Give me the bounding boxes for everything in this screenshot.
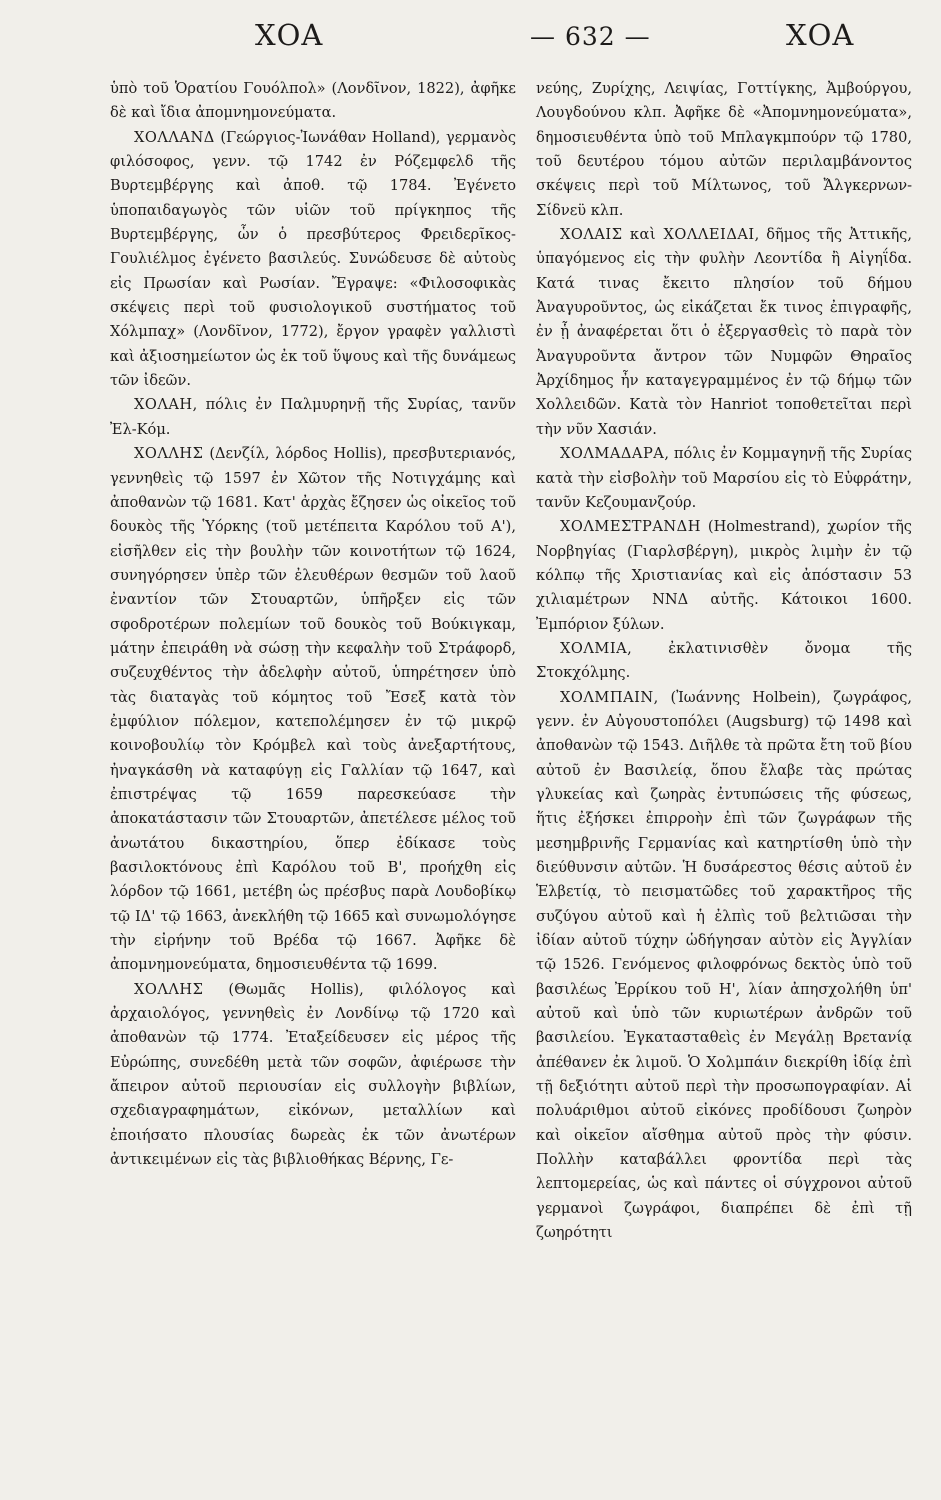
- entry-body: νεύης, Ζυρίχης, Λειψίας, Γοττίγκης, Ἀμβούργου, Λουγδούνου κλπ. Ἀφῆκε δὲ «Ἀπομνημονεύματα», δημοσιευθέντα ὑπὸ τοῦ Μπλαγκμπούρν τῷ 1780, τοῦ δευτέρου τόμου αὐτῶν περιλαμβάνοντος σκέψεις περὶ τοῦ Μίλτωνος, τοῦ Ἄλγκερνων-Σίδνεϋ κλπ.: [536, 80, 912, 219]
- entry-headword: ΧΟΛΜΑΔΑΡΑ: [560, 445, 665, 463]
- entry-body: , (Ἰωάννης Holbein), ζωγράφος, γενν. ἐν Αὐγουστοπόλει (Augsburg) τῷ 1498 καὶ ἀποθανὼν τῷ 1543. Διῆλθε τὰ πρῶτα ἔτη τοῦ βίου αὐτοῦ ἐν Βασιλείᾳ, ὅπου ἔλαβε τὰς πρώτας γλυκείας καὶ ζωηρὰς ἐντυπώσεις τῆς φύσεως, ἥτις ἐξήσκει ἐπιρροὴν ἐπὶ τῶν ζωγράφων τῆς μεσημβρινῆς Γερμανίας καὶ κατηρτίσθη ὑπὸ τὴν διεύθυνσιν αὐτῶν. Ἡ δυσάρεστος θέσις αὐτοῦ ἐν Ἑλβετίᾳ, τὸ πεισματῶδες τοῦ χαρακτῆρος τῆς συζύγου αὐτοῦ καὶ ἡ ἐλπὶς τοῦ βελτιῶσαι τὴν ἰδίαν αὐτοῦ τύχην ὡδήγησαν αὐτὸν εἰς Ἀγγλίαν τῷ 1526. Γενόμενος φιλοφρόνως δεκτὸς ὑπὸ τοῦ βασιλέως Ἐρρίκου τοῦ Η', λίαν ἀπησχολήθη ὑπ' αὐτοῦ καὶ ὑπὸ τῶν κυριωτέρων ἀνδρῶν τοῦ βασιλείου. Ἐγκατασταθεὶς ἐν Μεγάλῃ Βρετανίᾳ ἀπέθανεν ἐκ λιμοῦ. Ὁ Χολμπάιν διεκρίθη ἰδίᾳ ἐπὶ τῇ δεξιότητι αὐτοῦ περὶ τὴν προσωπογραφίαν. Αἱ πολυάριθμοι αὐτοῦ εἰκόνες προδίδουσι ζωηρὸν καὶ οἰκεῖον αἴσθημα αὐτοῦ πρὸς τὴν φύσιν. Πολλὴν καταβάλλει φροντίδα περὶ τὰς λεπτομερείας, ὡς καὶ πάντες οἱ σύγχρονοι αὐτοῦ γερμανοὶ ζωγράφοι, διαπρέπει δὲ ἐπὶ τῇ ζωηρότητι: [536, 688, 912, 1242]
- dictionary-entry: [536, 442, 912, 515]
- right-column: [536, 77, 912, 1246]
- dictionary-entry: [110, 442, 516, 978]
- dictionary-entry: [536, 686, 912, 1246]
- dictionary-entry: [110, 978, 516, 1173]
- dictionary-entry: [536, 515, 912, 637]
- entry-headword: ΧΟΛΜΠΑΙΝ: [560, 688, 654, 706]
- entry-body: ὑπὸ τοῦ Ὁρατίου Γουόλπολ» (Λονδῖνον, 1822), ἀφῆκε δὲ καὶ ἴδια ἀπομνημονεύματα.: [110, 80, 516, 122]
- dictionary-entry: [110, 77, 516, 126]
- page-header: [60, 18, 901, 68]
- header-guide-word-right: ΧΟΑ: [786, 18, 855, 52]
- dictionary-entry: [110, 393, 516, 442]
- entry-body: , ἐκλατινισθὲν ὄνομα τῆς Στοκχόλμης.: [536, 639, 912, 682]
- dictionary-entry: [110, 126, 516, 394]
- entry-body: (Θωμᾶς Hollis), φιλόλογος καὶ ἀρχαιολόγος, γεννηθεὶς ἐν Λονδίνῳ τῷ 1720 καὶ ἀποθανὼν τῷ 1774. Ἐταξείδευσεν εἰς μέρος τῆς Εὐρώπης, συνεδέθη μετὰ τῶν σοφῶν, ἀφιέρωσε τὴν ἄπειρον αὐτοῦ περιουσίαν εἰς συλλογὴν βιβλίων, σχεδιαγραφημάτων, εἰκόνων, μεταλλίων καὶ ἐποιήσατο πλουσίας δωρεὰς ἐκ τῶν ἀνωτέρων ἀντικειμένων εἰς τὰς βιβλιοθήκας Βέρνης, Γε-: [110, 980, 516, 1169]
- entry-headword: ΧΟΛΑΗ: [134, 396, 193, 414]
- entry-headword: ΧΟΛΛΗΣ: [134, 980, 204, 998]
- page-number: — 632 —: [530, 22, 651, 51]
- entry-body: (Γεώργιος-Ἰωνάθαν Holland), γερμανὸς φιλόσοφος, γενν. τῷ 1742 ἐν Ρόζεμφελδ τῆς Βυρτεμβέργης καὶ ἀποθ. τῷ 1784. Ἐγένετο ὑποπαιδαγωγὸς τῶν υἱῶν τοῦ πρίγκηπος τῆς Βυρτεμβέργης, ὧν ὁ πρεσβύτερος Φρειδερῖκος-Γουλιέλμος ἐγένετο βασιλεύς. Συνώδευσε δὲ αὐτοὺς εἰς Πρωσίαν καὶ Ρωσίαν. Ἔγραψε: «Φιλοσοφικὰς σκέψεις περὶ τοῦ φυσιολογικοῦ συστήματος τοῦ Χόλμπαχ» (Λονδῖνον, 1772), ἔργον γραφὲν γαλλιστὶ καὶ ἀξιοσημείωτον ὡς ἐκ τοῦ ὕψους καὶ τῆς δυνάμεως τῶν ἰδεῶν.: [110, 128, 516, 390]
- entry-body: , δῆμος τῆς Ἀττικῆς, ὑπαγόμενος εἰς τὴν φυλὴν Λεοντίδα ἢ Αἰγηΐδα. Κατά τινας ἔκειτο πλησίον τοῦ δήμου Ἀναγυροῦντος, ὡς εἰκάζεται ἔκ τινος ἐπιγραφῆς, ἐν ᾗ ἀναφέρεται ὅτι ὁ ἐξεργασθεὶς τὸ παρὰ τὸν Ἀναγυροῦντα ἄντρον τῶν Νυμφῶν Θηραῖος Ἀρχίδημος ἦν καταγεγραμμένος ἐν τῷ δήμῳ τῶν Χολλειδῶν. Κατὰ τὸν Hanriot τοποθετεῖται περὶ τὴν νῦν Χασιάν.: [536, 226, 912, 438]
- dictionary-entry: [536, 223, 912, 442]
- entry-headword: ΧΟΛΜΙΑ: [560, 639, 628, 657]
- entry-headword: ΧΟΛΑΙΣ καὶ ΧΟΛΛΕΙΔΑΙ: [560, 226, 755, 244]
- entry-body: , πόλις ἐν Παλμυρηνῇ τῆς Συρίας, τανῦν Ἐλ-Κόμ.: [110, 396, 516, 438]
- entry-headword: ΧΟΛΛΑΝΔ: [134, 128, 215, 146]
- entry-headword: ΧΟΛΛΗΣ: [134, 445, 204, 463]
- left-column: [110, 77, 516, 1172]
- entry-body: , πόλις ἐν Κομμαγηνῇ τῆς Συρίας κατὰ τὴν εἰσβολὴν τοῦ Μαρσίου εἰς τὸ Εὐφράτην, τανῦν Κεζουμανζούρ.: [536, 445, 912, 511]
- entry-body: (Holmestrand), χωρίον τῆς Νορβηγίας (Γιαρλσβέργη), μικρὸς λιμὴν ἐν τῷ κόλπῳ τῆς Χριστιανίας καὶ εἰς ἀπόστασιν 53 χιλιαμέτρων ΝΝΔ αὐτῆς. Κάτοικοι 1600. Ἐμπόριον ξύλων.: [536, 518, 912, 633]
- entry-headword: ΧΟΛΜΕΣΤΡΑΝΔΗ: [560, 518, 701, 536]
- entry-body: (Δενζίλ, λόρδος Hollis), πρεσβυτεριανός, γεννηθεὶς τῷ 1597 ἐν Χῶτον τῆς Νοτιγχάμης καὶ ἀποθανὼν τῷ 1681. Κατ' ἀρχὰς ἔζησεν ὡς οἰκεῖος τοῦ δουκὸς τῆς Ὑόρκης (τοῦ μετέπειτα Καρόλου τοῦ Α'), εἰσῆλθεν εἰς τὴν βουλὴν τῶν κοινοτήτων τῷ 1624, συνηγόρησεν ὑπὲρ τῶν ἐλευθέρων θεσμῶν τοῦ λαοῦ ἐναντίον τῶν Στουαρτῶν, ὑπῆρξεν εἰς τῶν σφοδροτέρων πολεμίων τοῦ δουκὸς τοῦ Βούκιγκαμ, μάτην ἐπειράθη νὰ σώσῃ τὴν κεφαλὴν τοῦ Στράφορδ, συζευχθέντος τὴν ἀδελφὴν αὐτοῦ, ὑπηρέτησεν ὑπὸ τὰς διαταγὰς τοῦ κόμητος τοῦ Ἔσεξ κατὰ τὸν ἐμφύλιον πόλεμον, κατεπολέμησεν ἐν τῷ μικρῷ κοινοβουλίῳ τὸν Κρόμβελ καὶ τοὺς ἀνεξαρτήτους, ἠναγκάσθη νὰ καταφύγῃ εἰς Γαλλίαν τῷ 1647, καὶ ἐπιστρέψας τῷ 1659 παρεσκεύασε τὴν ἀποκατάστασιν τῶν Στουαρτῶν, ἀπετέλεσε μέλος τοῦ ἀνωτάτου δικαστηρίου, ὅπερ ἐδίκασε τοὺς βασιλοκτόνους ἐπὶ Καρόλου τοῦ Β', προήχθη εἰς λόρδον τῷ 1661, μετέβη ὡς πρέσβυς παρὰ Λουδοβίκῳ τῷ ΙΔ' τῷ 1663, ἀνεκλήθη τῷ 1665 καὶ συνωμολόγησε τὴν εἰρήνην τοῦ Βρέδα τῷ 1667. Ἀφῆκε δὲ ἀπομνημονεύματα, δημοσιευθέντα τῷ 1699.: [110, 445, 516, 974]
- dictionary-entry: [536, 77, 912, 223]
- header-guide-word-left: ΧΟΑ: [255, 18, 324, 52]
- dictionary-entry: [536, 637, 912, 686]
